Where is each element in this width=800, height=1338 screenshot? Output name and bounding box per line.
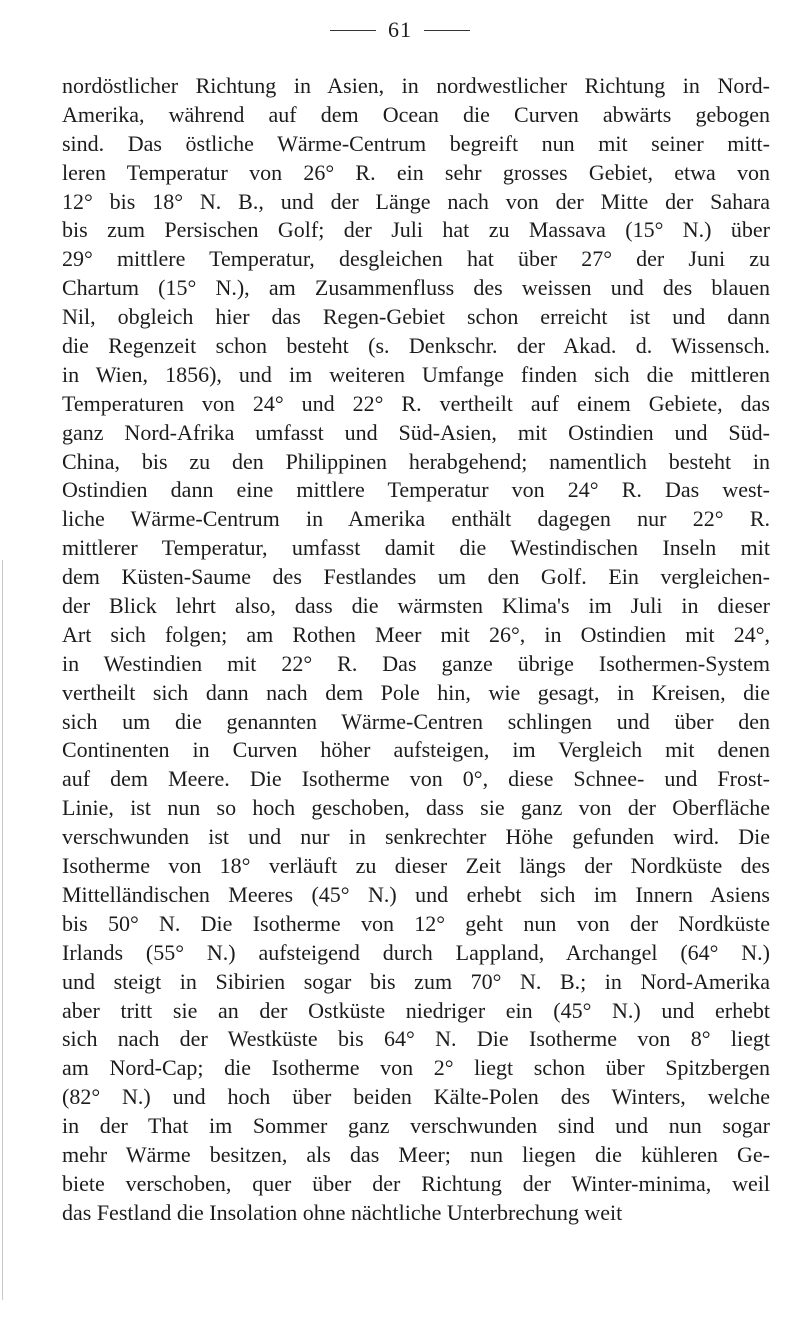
text-line: Irlands (55° N.) aufsteigend durch Lappland, Archangel (64° N.)	[62, 939, 770, 965]
page-number: 61	[388, 17, 412, 42]
text-line: Chartum (15° N.), am Zusammenfluss des weissen und des blauen	[62, 275, 770, 301]
text-line: Ostindien dann eine mittlere Temperatur von 24° R. Das west-	[62, 477, 770, 503]
text-line: sich um die genannten Wärme-Centren schlingen und über den	[62, 708, 770, 734]
text-line: bis 50° N. Die Isotherme von 12° geht nun von der Nordküste	[62, 910, 770, 936]
text-line: Amerika, während auf dem Ocean die Curven abwärts gebogen	[62, 101, 770, 127]
text-line: 29° mittlere Temperatur, desgleichen hat über 27° der Juni zu	[62, 246, 770, 272]
text-line: (82° N.) und hoch über beiden Kälte-Polen des Winters, welche	[62, 1084, 770, 1110]
text-line: Isotherme von 18° verläuft zu dieser Zeit längs der Nordküste des	[62, 853, 770, 879]
text-line: am Nord-Cap; die Isotherme von 2° liegt schon über Spitzbergen	[62, 1055, 770, 1081]
header-rule-left	[330, 30, 376, 31]
text-line: dem Küsten-Saume des Festlandes um den Golf. Ein vergleichen-	[62, 564, 770, 590]
text-line: in der That im Sommer ganz verschwunden sind und nun sogar	[62, 1113, 770, 1139]
text-line: Temperaturen von 24° und 22° R. vertheilt auf einem Gebiete, das	[62, 390, 770, 416]
text-line: mehr Wärme besitzen, als das Meer; nun liegen die kühleren Ge-	[62, 1141, 770, 1167]
page-edge-shadow	[2, 560, 3, 1300]
header-rule-right	[424, 30, 470, 31]
text-line: vertheilt sich dann nach dem Pole hin, wie gesagt, in Kreisen, die	[62, 679, 770, 705]
text-line: die Regenzeit schon besteht (s. Denkschr. der Akad. d. Wissensch.	[62, 333, 770, 359]
text-line: leren Temperatur von 26° R. ein sehr grosses Gebiet, etwa von	[62, 159, 770, 185]
text-line: aber tritt sie an der Ostküste niedriger ein (45° N.) und erhebt	[62, 997, 770, 1023]
text-line: auf dem Meere. Die Isotherme von 0°, diese Schnee- und Frost-	[62, 766, 770, 792]
text-line: Linie, ist nun so hoch geschoben, dass sie ganz von der Oberfläche	[62, 795, 770, 821]
text-line: biete verschoben, quer über der Richtung der Winter-minima, weil	[62, 1170, 770, 1196]
text-line: 12° bis 18° N. B., und der Länge nach von der Mitte der Sahara	[62, 188, 770, 214]
page-header	[0, 10, 800, 50]
body-text	[62, 72, 770, 1228]
text-line: Continenten in Curven höher aufsteigen, im Vergleich mit denen	[62, 737, 770, 763]
text-line: in Westindien mit 22° R. Das ganze übrige Isothermen-System	[62, 650, 770, 676]
text-line: in Wien, 1856), und im weiteren Umfange finden sich die mittleren	[62, 361, 770, 387]
text-line: liche Wärme-Centrum in Amerika enthält dagegen nur 22° R.	[62, 506, 770, 532]
text-line: bis zum Persischen Golf; der Juli hat zu Massava (15° N.) über	[62, 217, 770, 243]
text-line: verschwunden ist und nur in senkrechter Höhe gefunden wird. Die	[62, 824, 770, 850]
text-line: das Festland die Insolation ohne nächtliche Unterbrechung weit	[62, 1199, 623, 1225]
text-line: Nil, obgleich hier das Regen-Gebiet schon erreicht ist und dann	[62, 304, 770, 330]
text-line: mittlerer Temperatur, umfasst damit die Westindischen Inseln mit	[62, 535, 770, 561]
text-line: sind. Das östliche Wärme-Centrum begreift nun mit seiner mitt-	[62, 130, 770, 156]
text-line: ganz Nord-Afrika umfasst und Süd-Asien, mit Ostindien und Süd-	[62, 419, 770, 445]
text-line: nordöstlicher Richtung in Asien, in nordwestlicher Richtung in Nord-	[62, 73, 770, 98]
text-line: Art sich folgen; am Rothen Meer mit 26°, in Ostindien mit 24°,	[62, 621, 770, 647]
text-line: Mittelländischen Meeres (45° N.) und erhebt sich im Innern Asiens	[62, 881, 770, 907]
text-line: und steigt in Sibirien sogar bis zum 70° N. B.; in Nord-Amerika	[62, 968, 770, 994]
text-line: sich nach der Westküste bis 64° N. Die Isotherme von 8° liegt	[62, 1026, 770, 1052]
text-line: China, bis zu den Philippinen herabgehend; namentlich besteht in	[62, 448, 770, 474]
text-line: der Blick lehrt also, dass die wärmsten Klima's im Juli in dieser	[62, 593, 770, 619]
